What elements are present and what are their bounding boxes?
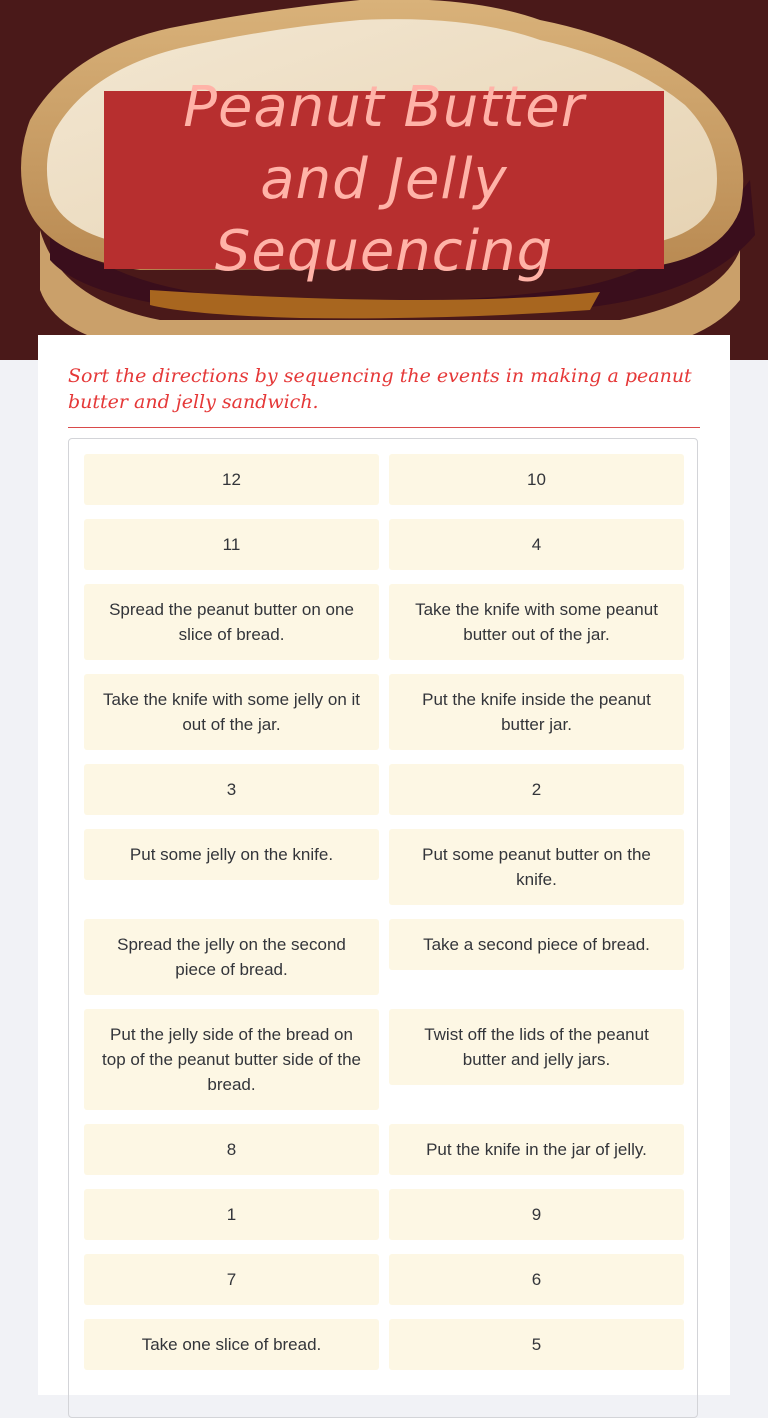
page-title: Peanut Butter and Jelly Sequencing: [183, 75, 585, 284]
sequence-tile[interactable]: Put some jelly on the knife.: [84, 829, 379, 880]
sequence-tile[interactable]: 3: [84, 764, 379, 815]
sequence-tile[interactable]: 12: [84, 454, 379, 505]
sequence-tile[interactable]: 5: [389, 1319, 684, 1370]
title-box: [104, 75, 664, 284]
sequence-tile[interactable]: Take one slice of bread.: [84, 1319, 379, 1370]
sequence-tile[interactable]: Spread the jelly on the second piece of bread.: [84, 919, 379, 995]
sequence-tile[interactable]: 8: [84, 1124, 379, 1175]
sequence-tile[interactable]: 10: [389, 454, 684, 505]
sequence-tile[interactable]: 4: [389, 519, 684, 570]
sortable-grid: [68, 438, 698, 1418]
sequence-tile[interactable]: 1: [84, 1189, 379, 1240]
sequence-tile[interactable]: Put the knife in the jar of jelly.: [389, 1124, 684, 1175]
sequence-tile[interactable]: 7: [84, 1254, 379, 1305]
sequence-tile[interactable]: Twist off the lids of the peanut butter and jelly jars.: [389, 1009, 684, 1085]
sequence-tile[interactable]: 11: [84, 519, 379, 570]
sequence-tile[interactable]: 6: [389, 1254, 684, 1305]
sequence-tile[interactable]: 2: [389, 764, 684, 815]
header-banner: [0, 0, 768, 360]
sequence-tile[interactable]: Take the knife with some jelly on it out of the jar.: [84, 674, 379, 750]
sequence-tile[interactable]: Put some peanut butter on the knife.: [389, 829, 684, 905]
sequence-tile[interactable]: Put the knife inside the peanut butter jar.: [389, 674, 684, 750]
sequence-tile[interactable]: 9: [389, 1189, 684, 1240]
sequence-tile[interactable]: Spread the peanut butter on one slice of bread.: [84, 584, 379, 660]
sequence-tile[interactable]: Take a second piece of bread.: [389, 919, 684, 970]
sequence-tile[interactable]: Put the jelly side of the bread on top of the peanut butter side of the bread.: [84, 1009, 379, 1110]
instructions-text: Sort the directions by sequencing the events in making a peanut butter and jelly sandwich.: [68, 363, 700, 428]
worksheet-card: [38, 335, 730, 1395]
sequence-tile[interactable]: Take the knife with some peanut butter out of the jar.: [389, 584, 684, 660]
